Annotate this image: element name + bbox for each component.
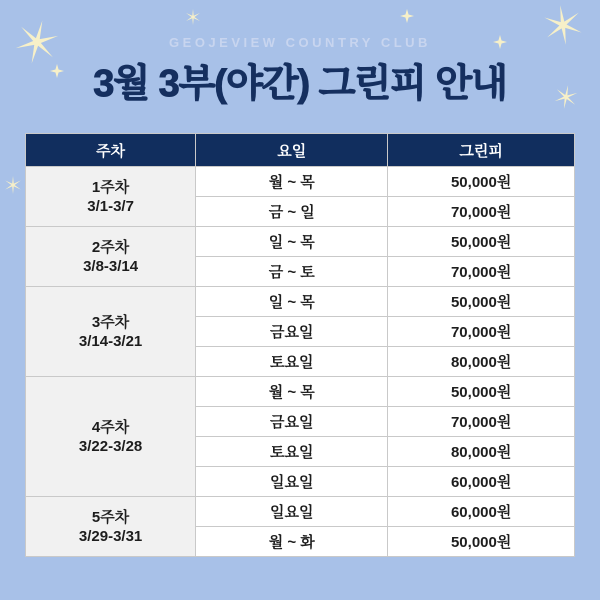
sparkle-icon [400, 9, 414, 23]
column-header-week: 주차 [26, 134, 196, 167]
week-cell-3 [26, 287, 196, 377]
day-cell: 금 ~ 일 [196, 197, 388, 227]
week-dates: 3/14-3/21 [78, 332, 143, 350]
week-label: 3주차 [91, 313, 130, 331]
week-cell-1 [26, 167, 196, 227]
week-label: 1주차 [91, 178, 130, 196]
day-cell: 월 ~ 목 [196, 377, 388, 407]
fee-cell: 50,000원 [388, 167, 575, 197]
day-cell: 월 ~ 화 [196, 527, 388, 557]
day-cell: 토요일 [196, 347, 388, 377]
column-header-fee: 그린피 [388, 134, 575, 167]
day-cell: 일 ~ 목 [196, 287, 388, 317]
day-cell: 일 ~ 목 [196, 227, 388, 257]
week-dates: 3/22-3/28 [78, 437, 143, 455]
table-row [26, 167, 575, 197]
day-cell: 금요일 [196, 407, 388, 437]
fee-cell: 60,000원 [388, 467, 575, 497]
fee-cell: 70,000원 [388, 407, 575, 437]
week-cell-4 [26, 377, 196, 497]
green-fee-table [25, 133, 575, 557]
table-row [26, 497, 575, 527]
table-header-row [26, 134, 575, 167]
week-dates: 3/1-3/7 [87, 197, 134, 215]
fee-cell: 50,000원 [388, 287, 575, 317]
day-cell: 월 ~ 목 [196, 167, 388, 197]
club-name: GEOJEVIEW COUNTRY CLUB [169, 35, 431, 50]
table-row [26, 377, 575, 407]
day-cell: 금요일 [196, 317, 388, 347]
table-row [26, 287, 575, 317]
week-cell-5 [26, 497, 196, 557]
page-title: 3월 3부(야간) 그린피 안내 [93, 63, 507, 105]
day-cell: 금 ~ 토 [196, 257, 388, 287]
sparkle-icon [185, 9, 201, 25]
week-dates: 3/8-3/14 [83, 257, 139, 275]
fee-cell: 50,000원 [388, 527, 575, 557]
table-header [26, 134, 575, 167]
fee-cell: 60,000원 [388, 497, 575, 527]
column-header-day: 요일 [196, 134, 388, 167]
fee-cell: 80,000원 [388, 437, 575, 467]
day-cell: 토요일 [196, 437, 388, 467]
fee-cell: 50,000원 [388, 377, 575, 407]
fee-cell: 70,000원 [388, 197, 575, 227]
fee-cell: 70,000원 [388, 257, 575, 287]
day-cell: 일요일 [196, 467, 388, 497]
week-dates: 3/29-3/31 [78, 527, 143, 545]
week-label: 4주차 [91, 418, 130, 436]
week-label: 2주차 [91, 238, 130, 256]
week-label: 5주차 [91, 508, 130, 526]
fee-cell: 50,000원 [388, 227, 575, 257]
week-cell-2 [26, 227, 196, 287]
day-cell: 일요일 [196, 497, 388, 527]
sparkle-icon [4, 176, 22, 194]
fee-cell: 70,000원 [388, 317, 575, 347]
table-row [26, 227, 575, 257]
fee-cell: 80,000원 [388, 347, 575, 377]
